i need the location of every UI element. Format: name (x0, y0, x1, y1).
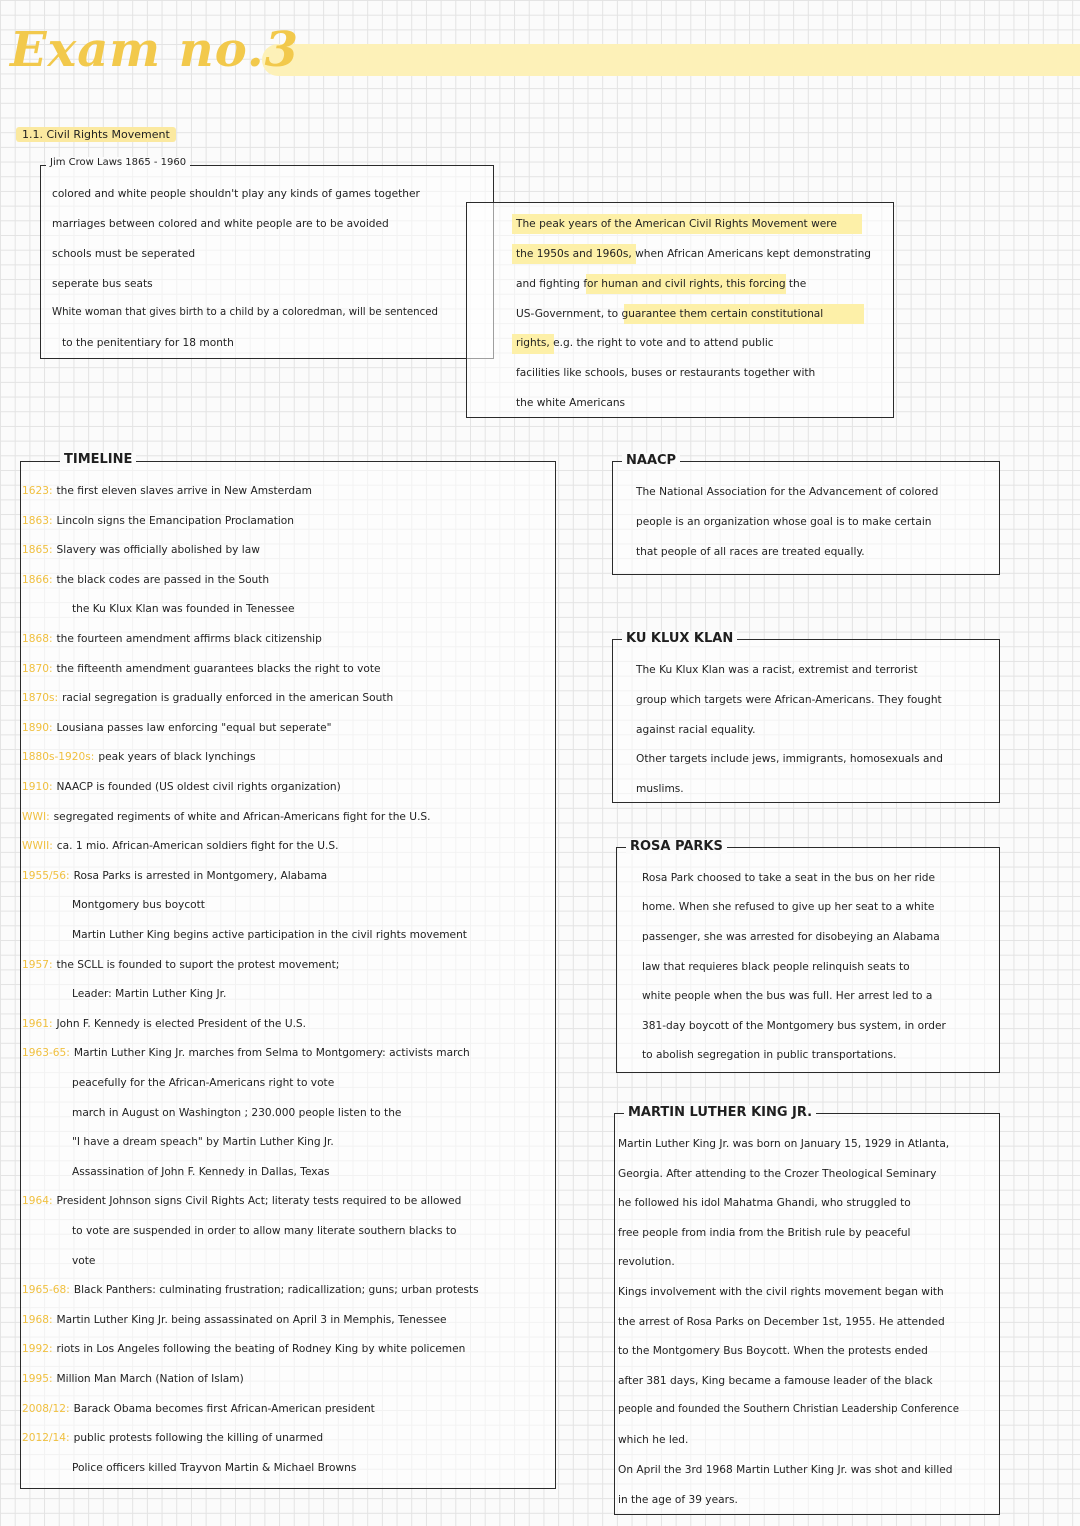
timeline-text: President Johnson signs Civil Rights Act; literaty tests required to be allowed (56, 1195, 462, 1208)
timeline-text: racial segregation is gradually enforced in the american South (62, 692, 394, 705)
jim-crow-line: to the penitentiary for 18 month (62, 337, 234, 349)
title-highlight (262, 44, 1080, 76)
timeline-text: Rosa Parks is arrested in Montgomery, Alabama (73, 869, 328, 882)
timeline-text: NAACP is founded (US oldest civil rights organization) (56, 781, 341, 793)
timeline-entry (22, 544, 260, 556)
rosa-line: white people when the bus was full. Her arrest led to a (642, 990, 933, 1002)
timeline-text: the black codes are passed in the South (56, 573, 270, 586)
intro-line: the 1950s and 1960s, when African Americans kept demonstrating (516, 248, 872, 260)
kkk-line: Other targets include jews, immigrants, homosexuals and (636, 753, 943, 765)
timeline-year: 1870: (22, 662, 53, 675)
intro-line: US-Government, to guarantee them certain constitutional (516, 308, 824, 320)
timeline-entry (22, 515, 294, 527)
timeline-year: 1968: (22, 1313, 53, 1326)
timeline-entry (22, 692, 393, 704)
timeline-year: 1961: (22, 1017, 53, 1030)
rosa-parks-label: ROSA PARKS (626, 839, 727, 854)
timeline-year: 2008/12: (22, 1402, 70, 1415)
timeline-label: TIMELINE (60, 452, 136, 467)
rosa-line: home. When she refused to give up her seat to a white (642, 901, 935, 913)
timeline-entry (22, 574, 269, 586)
timeline-text: Montgomery bus boycott (72, 899, 205, 912)
intro-line: facilities like schools, buses or restaurants together with (516, 367, 816, 379)
rosa-line: 381-day boycott of the Montgomery bus system, in order (642, 1020, 946, 1032)
mlk-line: Kings involvement with the civil rights movement began with (618, 1286, 944, 1298)
timeline-text: "I have a dream speach" by Martin Luther King Jr. (72, 1136, 334, 1149)
mlk-line: On April the 3rd 1968 Martin Luther King Jr. was shot and killed (618, 1464, 953, 1476)
timeline-text: march in August on Washington ; 230.000 people listen to the (72, 1106, 402, 1119)
timeline-entry (72, 1255, 95, 1267)
timeline-text: to vote are suspended in order to allow many literate southern blacks to (72, 1225, 457, 1237)
timeline-year: 1957: (22, 958, 53, 971)
timeline-text: Slavery was officially abolished by law (56, 544, 260, 557)
timeline-text: the fourteen amendment affirms black citizenship (56, 633, 322, 645)
timeline-text: Assassination of John F. Kennedy in Dallas, Texas (72, 1165, 330, 1178)
naacp-line: The National Association for the Advancement of colored (636, 486, 939, 498)
timeline-year: 1870s: (22, 692, 59, 705)
timeline-year: 1863: (22, 514, 53, 527)
timeline-text: peak years of black lynchings (98, 751, 256, 764)
mlk-line: free people from india from the British rule by peaceful (618, 1227, 911, 1239)
mlk-line: the arrest of Rosa Parks on December 1st, 1955. He attended (618, 1316, 945, 1328)
timeline-text: Lincoln signs the Emancipation Proclamation (56, 514, 294, 527)
timeline-text: Million Man March (Nation of Islam) (56, 1373, 244, 1385)
kkk-line: muslims. (636, 783, 684, 795)
timeline-year: 1868: (22, 633, 53, 645)
mlk-line: after 381 days, King became a famouse leader of the black (618, 1375, 933, 1387)
rosa-line: to abolish segregation in public transportations. (642, 1049, 897, 1061)
timeline-entry (22, 751, 256, 763)
timeline-entry (22, 633, 322, 645)
intro-line: The peak years of the American Civil Rights Movement were (516, 218, 837, 230)
timeline-year: 1963-65: (22, 1047, 70, 1060)
timeline-entry (22, 485, 312, 497)
naacp-line: that people of all races are treated equally. (636, 546, 865, 558)
kkk-line: The Ku Klux Klan was a racist, extremist and terrorist (636, 664, 918, 676)
timeline-entry (72, 899, 205, 911)
jim-crow-line: marriages between colored and white people are to be avoided (52, 218, 389, 230)
mlk-line: revolution. (618, 1256, 675, 1268)
timeline-entry (22, 959, 339, 971)
timeline-year: 1890: (22, 721, 53, 734)
timeline-entry (22, 1195, 461, 1207)
timeline-year: 1955/56: (22, 869, 70, 882)
timeline-text: Leader: Martin Luther King Jr. (72, 988, 227, 1001)
timeline-year: WWI: (22, 810, 50, 823)
jim-crow-line: White woman that gives birth to a child by a coloredman, will be sentenced (52, 307, 438, 318)
rosa-line: Rosa Park choosed to take a seat in the bus on her ride (642, 872, 935, 884)
timeline-text: peacefully for the African-Americans right to vote (72, 1077, 335, 1089)
timeline-entry (22, 722, 332, 734)
mlk-line: Georgia. After attending to the Crozer Theological Seminary (618, 1168, 937, 1180)
mlk-line: people and founded the Southern Christian Leadership Conference (618, 1404, 959, 1415)
rosa-line: law that requieres black people relinquish seats to (642, 961, 910, 973)
timeline-year: 1965-68: (22, 1284, 70, 1297)
timeline-entry (22, 663, 381, 675)
timeline-text: the SCLL is founded to suport the protest movement; (56, 958, 340, 971)
timeline-entry (22, 1343, 465, 1355)
intro-line: and fighting for human and civil rights, this forcing the (516, 278, 807, 290)
timeline-year: 1910: (22, 781, 53, 793)
timeline-entry (22, 1284, 479, 1296)
timeline-entry (22, 1314, 447, 1326)
timeline-text: Martin Luther King Jr. marches from Selma to Montgomery: activists march (73, 1047, 470, 1060)
mlk-line: to the Montgomery Bus Boycott. When the protests ended (618, 1345, 928, 1357)
timeline-text: Police officers killed Trayvon Martin & Michael Browns (72, 1461, 357, 1474)
timeline-year: 1880s-1920s: (22, 751, 95, 764)
timeline-entry (72, 603, 295, 615)
timeline-year: 1865: (22, 544, 53, 557)
timeline-text: Martin Luther King begins active participation in the civil rights movement (72, 929, 467, 941)
timeline-entry (22, 811, 431, 823)
timeline-text: riots in Los Angeles following the beating of Rodney King by white policemen (56, 1343, 466, 1356)
timeline-entry (72, 988, 226, 1000)
intro-line: the white Americans (516, 397, 626, 409)
timeline-entry (72, 1166, 330, 1178)
timeline-entry (22, 1432, 323, 1444)
timeline-entry (72, 1077, 334, 1089)
mlk-label: MARTIN LUTHER KING JR. (624, 1105, 816, 1120)
timeline-year: 1623: (22, 485, 53, 497)
mlk-line: which he led. (618, 1434, 689, 1446)
timeline-text: vote (72, 1254, 96, 1267)
timeline-entry (22, 781, 341, 793)
intro-line: rights, e.g. the right to vote and to attend public (516, 337, 774, 349)
timeline-text: public protests following the killing of unarmed (73, 1432, 324, 1445)
timeline-entry (22, 1047, 470, 1059)
timeline-text: segregated regiments of white and African-Americans fight for the U.S. (53, 810, 431, 823)
timeline-year: 1995: (22, 1373, 53, 1385)
jim-crow-line: seperate bus seats (52, 278, 153, 290)
timeline-text: Black Panthers: culminating frustration; radicallization; guns; urban protests (73, 1284, 479, 1297)
timeline-text: ca. 1 mio. African-American soldiers fight for the U.S. (56, 840, 339, 853)
timeline-entry (72, 1136, 334, 1148)
mlk-line: he followed his idol Mahatma Ghandi, who struggled to (618, 1197, 911, 1209)
timeline-year: 1992: (22, 1343, 53, 1356)
timeline-text: Martin Luther King Jr. being assassinated on April 3 in Memphis, Tenessee (56, 1313, 447, 1326)
jim-crow-line: colored and white people shouldn't play any kinds of games together (52, 188, 420, 200)
timeline-entry (72, 1225, 456, 1237)
kkk-label: KU KLUX KLAN (622, 631, 737, 646)
timeline-text: the Ku Klux Klan was founded in Tenessee (72, 603, 295, 616)
naacp-label: NAACP (622, 453, 680, 468)
timeline-text: the first eleven slaves arrive in New Amsterdam (56, 485, 312, 497)
timeline-text: the fifteenth amendment guarantees blacks the right to vote (56, 662, 381, 675)
jim-crow-line: schools must be seperated (52, 248, 196, 260)
timeline-year: 1964: (22, 1195, 53, 1208)
kkk-line: group which targets were African-Americans. They fought (636, 694, 942, 706)
kkk-line: against racial equality. (636, 724, 756, 736)
mlk-line: in the age of 39 years. (618, 1494, 738, 1506)
timeline-text: Lousiana passes law enforcing "equal but seperate" (56, 721, 332, 734)
page-title: Exam no.3 (10, 22, 299, 78)
timeline-entry (22, 1373, 244, 1385)
timeline-entry (22, 1403, 375, 1415)
timeline-year: 2012/14: (22, 1432, 70, 1445)
rosa-line: passenger, she was arrested for disobeying an Alabama (642, 931, 940, 943)
timeline-text: Barack Obama becomes first African-American president (73, 1402, 375, 1415)
timeline-entry (72, 1462, 356, 1474)
timeline-entry (22, 1018, 306, 1030)
timeline-entry (22, 840, 338, 852)
naacp-line: people is an organization whose goal is to make certain (636, 516, 932, 528)
timeline-entry (72, 1107, 401, 1119)
timeline-year: 1866: (22, 573, 53, 586)
mlk-line: Martin Luther King Jr. was born on January 15, 1929 in Atlanta, (618, 1138, 950, 1150)
timeline-text: John F. Kennedy is elected President of the U.S. (56, 1017, 307, 1030)
timeline-entry (72, 929, 467, 941)
timeline-entry (22, 870, 327, 882)
timeline-year: WWII: (22, 840, 53, 853)
jim-crow-label: Jim Crow Laws 1865 - 1960 (46, 157, 190, 168)
section-heading: 1.1. Civil Rights Movement (16, 127, 176, 142)
